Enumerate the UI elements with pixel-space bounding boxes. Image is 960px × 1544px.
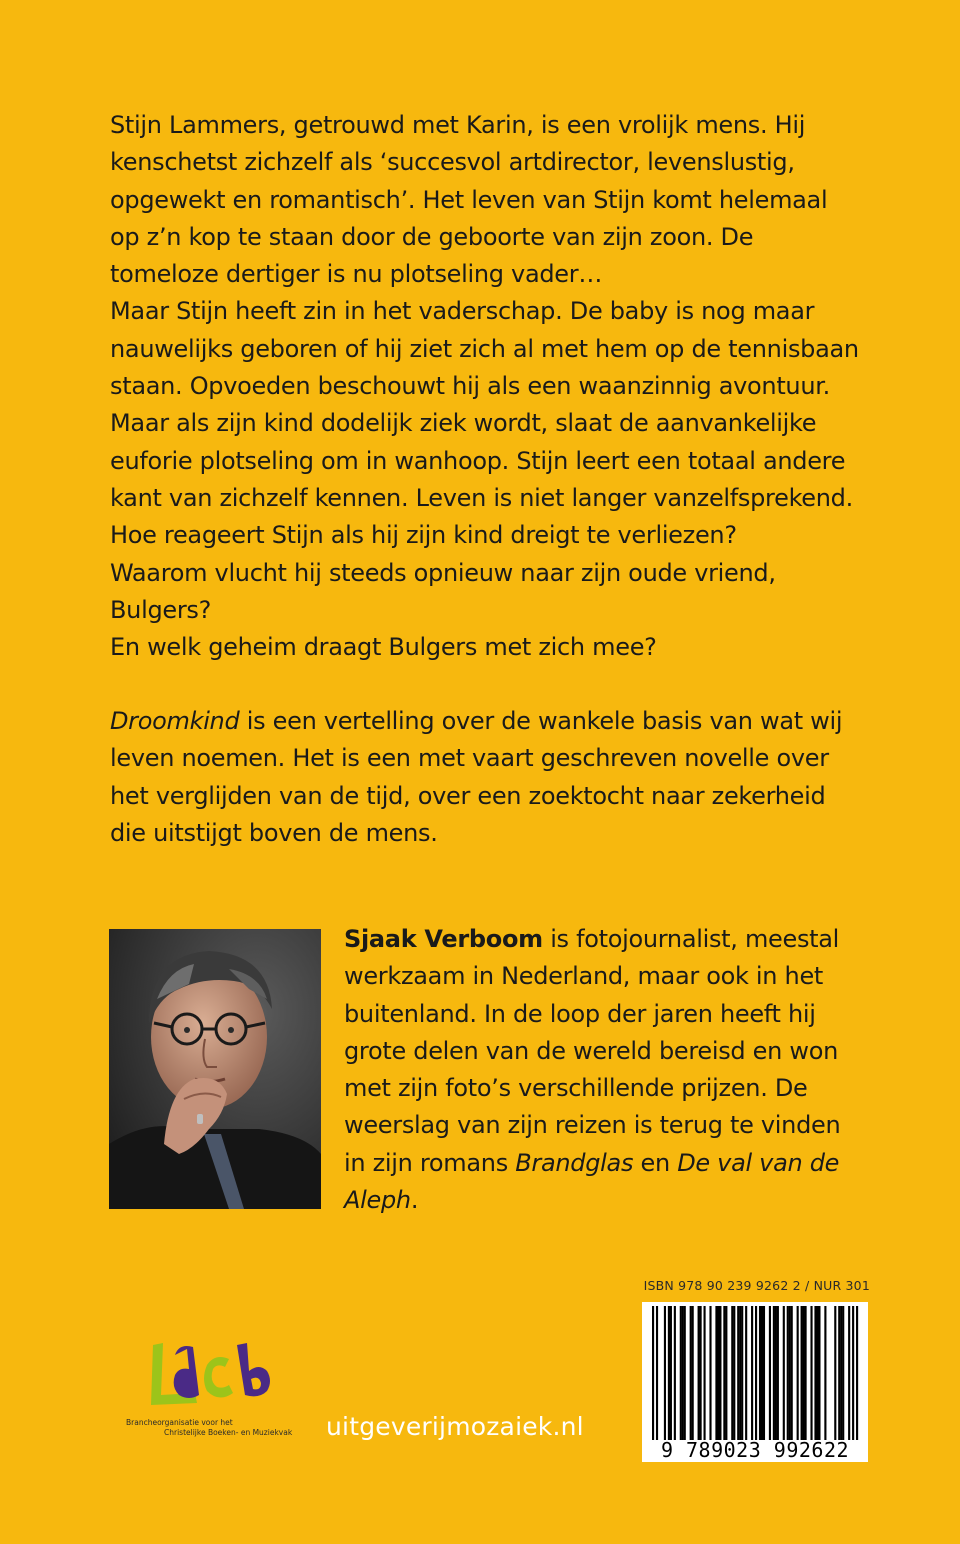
- barcode-bar: [751, 1306, 753, 1440]
- barcode-bar: [777, 1306, 779, 1440]
- barcode-bar: [709, 1306, 711, 1440]
- barcode-bar: [769, 1306, 771, 1440]
- blurb-line: Stijn Lammers, getrouwd met Karin, is een vrolijk mens. Hij: [110, 111, 806, 139]
- barcode-bar: [759, 1306, 761, 1440]
- isbn-label: ISBN 978 90 239 9262 2 / NUR 301: [643, 1278, 870, 1293]
- summary-line: [110, 703, 890, 740]
- barcode-bar: [834, 1306, 836, 1440]
- barcode-bar: [763, 1306, 765, 1440]
- barcode-bar: [731, 1306, 733, 1440]
- barcode-bar: [741, 1306, 743, 1440]
- logo-caption-line: Brancheorganisatie voor het: [126, 1418, 233, 1427]
- barcode-bar: [791, 1306, 793, 1440]
- barcode-bar: [704, 1306, 706, 1440]
- blurb-line: Maar als zijn kind dodelijk ziek wordt, slaat de aanvankelijke: [110, 409, 817, 438]
- barcode-bar: [848, 1306, 850, 1440]
- summary-line: het verglijden van de tijd, over een zoektocht naar zekerheid: [110, 781, 826, 810]
- barcode-bar: [723, 1306, 725, 1440]
- barcode-bar: [840, 1306, 842, 1440]
- barcode-bar: [668, 1306, 670, 1440]
- barcode-bar: [715, 1306, 717, 1440]
- barcode-bar: [682, 1306, 684, 1440]
- lccb-logo: [145, 1335, 275, 1415]
- blurb-line: Maar Stijn heeft zin in het vaderschap. De baby is nog maar: [110, 297, 815, 326]
- summary-paragraph: [110, 703, 890, 852]
- barcode-bar: [755, 1306, 757, 1440]
- bio-line: buitenland. In de loop der jaren heeft hij: [344, 999, 816, 1028]
- bio-text: in zijn romans: [344, 1148, 516, 1177]
- barcode-bar: [700, 1306, 702, 1440]
- barcode-bar: [789, 1306, 791, 1440]
- blurb-line: staan. Opvoeden beschouwt hij als een waanzinnig avontuur.: [110, 372, 830, 401]
- summary-line: die uitstijgt boven de mens.: [110, 818, 438, 847]
- bio-line: grote delen van de wereld bereisd en won: [344, 1036, 839, 1065]
- publisher-website[interactable]: uitgeverijmozaiek.nl: [326, 1412, 584, 1441]
- blurb-line: Bulgers?: [110, 595, 212, 624]
- barcode-bar: [719, 1306, 721, 1440]
- barcode-bar: [733, 1306, 735, 1440]
- barcode-bar: [698, 1306, 700, 1440]
- barcode: [642, 1302, 868, 1462]
- barcode-bar: [652, 1306, 654, 1440]
- blurb-line: tomeloze dertiger is nu plotseling vader…: [110, 260, 603, 289]
- barcode-bar: [692, 1306, 694, 1440]
- barcode-bar: [842, 1306, 844, 1440]
- author-name: Sjaak Verboom: [344, 925, 543, 953]
- bio-line: werkzaam in Nederland, maar ook in het: [344, 962, 824, 991]
- barcode-bar: [816, 1306, 818, 1440]
- book-title-brandglas: Brandglas: [515, 1148, 634, 1177]
- book-title-aleph-part1: De val van de: [677, 1148, 840, 1177]
- author-bio: [344, 921, 864, 1219]
- bio-line: [344, 1182, 864, 1219]
- barcode-bar: [797, 1306, 799, 1440]
- logo-caption-line: Christelijke Boeken- en Muziekvak: [164, 1428, 293, 1437]
- barcode-bar: [852, 1306, 854, 1440]
- blurb-line: Hoe reageert Stijn als hij zijn kind dreigt te verliezen?: [110, 521, 737, 550]
- barcode-bar: [674, 1306, 676, 1440]
- barcode-bar: [656, 1306, 658, 1440]
- blurb-line: Waarom vlucht hij steeds opnieuw naar zijn oude vriend,: [110, 558, 776, 587]
- author-photo: [109, 929, 321, 1209]
- bio-line: [344, 921, 864, 958]
- barcode-bar: [670, 1306, 672, 1440]
- book-title-italic: Droomkind: [110, 707, 240, 735]
- blurb-line: op z’n kop te staan door de geboorte van zijn zoon. De: [110, 222, 754, 251]
- bio-text: .: [410, 1186, 419, 1215]
- barcode-bar: [805, 1306, 807, 1440]
- barcode-bar: [783, 1306, 785, 1440]
- lccb-logo-icon: [145, 1335, 275, 1415]
- barcode-digits: 9 789023 992622: [660, 1438, 850, 1462]
- bio-line: [344, 1145, 864, 1182]
- barcode-bar: [664, 1306, 666, 1440]
- barcode-bar: [684, 1306, 686, 1440]
- logo-caption: [126, 1418, 301, 1438]
- blurb-line: En welk geheim draagt Bulgers met zich mee?: [110, 633, 657, 662]
- summary-line-rest: is een vertelling over de wankele basis van wat wij: [239, 707, 843, 735]
- barcode-bar: [801, 1306, 803, 1440]
- author-portrait-icon: [109, 929, 321, 1209]
- barcode-bar: [745, 1306, 747, 1440]
- barcode-bar: [680, 1306, 682, 1440]
- barcode-bar: [818, 1306, 820, 1440]
- barcode-bar: [775, 1306, 777, 1440]
- barcode-bar: [838, 1306, 840, 1440]
- barcode-bar: [803, 1306, 805, 1440]
- barcode-bar: [814, 1306, 816, 1440]
- blurb-line: opgewekt en romantisch’. Het leven van Stijn komt helemaal: [110, 185, 828, 214]
- barcode-bars-icon: [642, 1302, 868, 1442]
- bio-line: met zijn foto’s verschillende prijzen. De: [344, 1074, 808, 1103]
- barcode-bar: [725, 1306, 727, 1440]
- barcode-bar: [810, 1306, 812, 1440]
- barcode-bar: [787, 1306, 789, 1440]
- barcode-bar: [739, 1306, 741, 1440]
- book-title-aleph-part2: Aleph: [344, 1186, 411, 1215]
- barcode-bar: [690, 1306, 692, 1440]
- blurb-line: euforie plotseling om in wanhoop. Stijn leert een totaal andere: [110, 446, 846, 475]
- blurb-line: kenschetst zichzelf als ‘succesvol artdirector, levenslustig,: [110, 148, 795, 177]
- summary-line: leven noemen. Het is een met vaart geschreven novelle over: [110, 744, 829, 773]
- bio-text: en: [633, 1148, 678, 1177]
- barcode-bar: [737, 1306, 739, 1440]
- barcode-bar: [824, 1306, 826, 1440]
- blurb-text: [110, 107, 890, 666]
- barcode-bar: [773, 1306, 775, 1440]
- barcode-bar: [856, 1306, 858, 1440]
- barcode-bar: [717, 1306, 719, 1440]
- bio-text: is fotojournalist, meestal: [542, 925, 840, 953]
- barcode-bar: [761, 1306, 763, 1440]
- bio-line: weerslag van zijn reizen is terug te vinden: [344, 1111, 841, 1140]
- blurb-line: kant van zichzelf kennen. Leven is niet langer vanzelfsprekend.: [110, 483, 853, 512]
- blurb-line: nauwelijks geboren of hij ziet zich al met hem op de tennisbaan: [110, 334, 859, 363]
